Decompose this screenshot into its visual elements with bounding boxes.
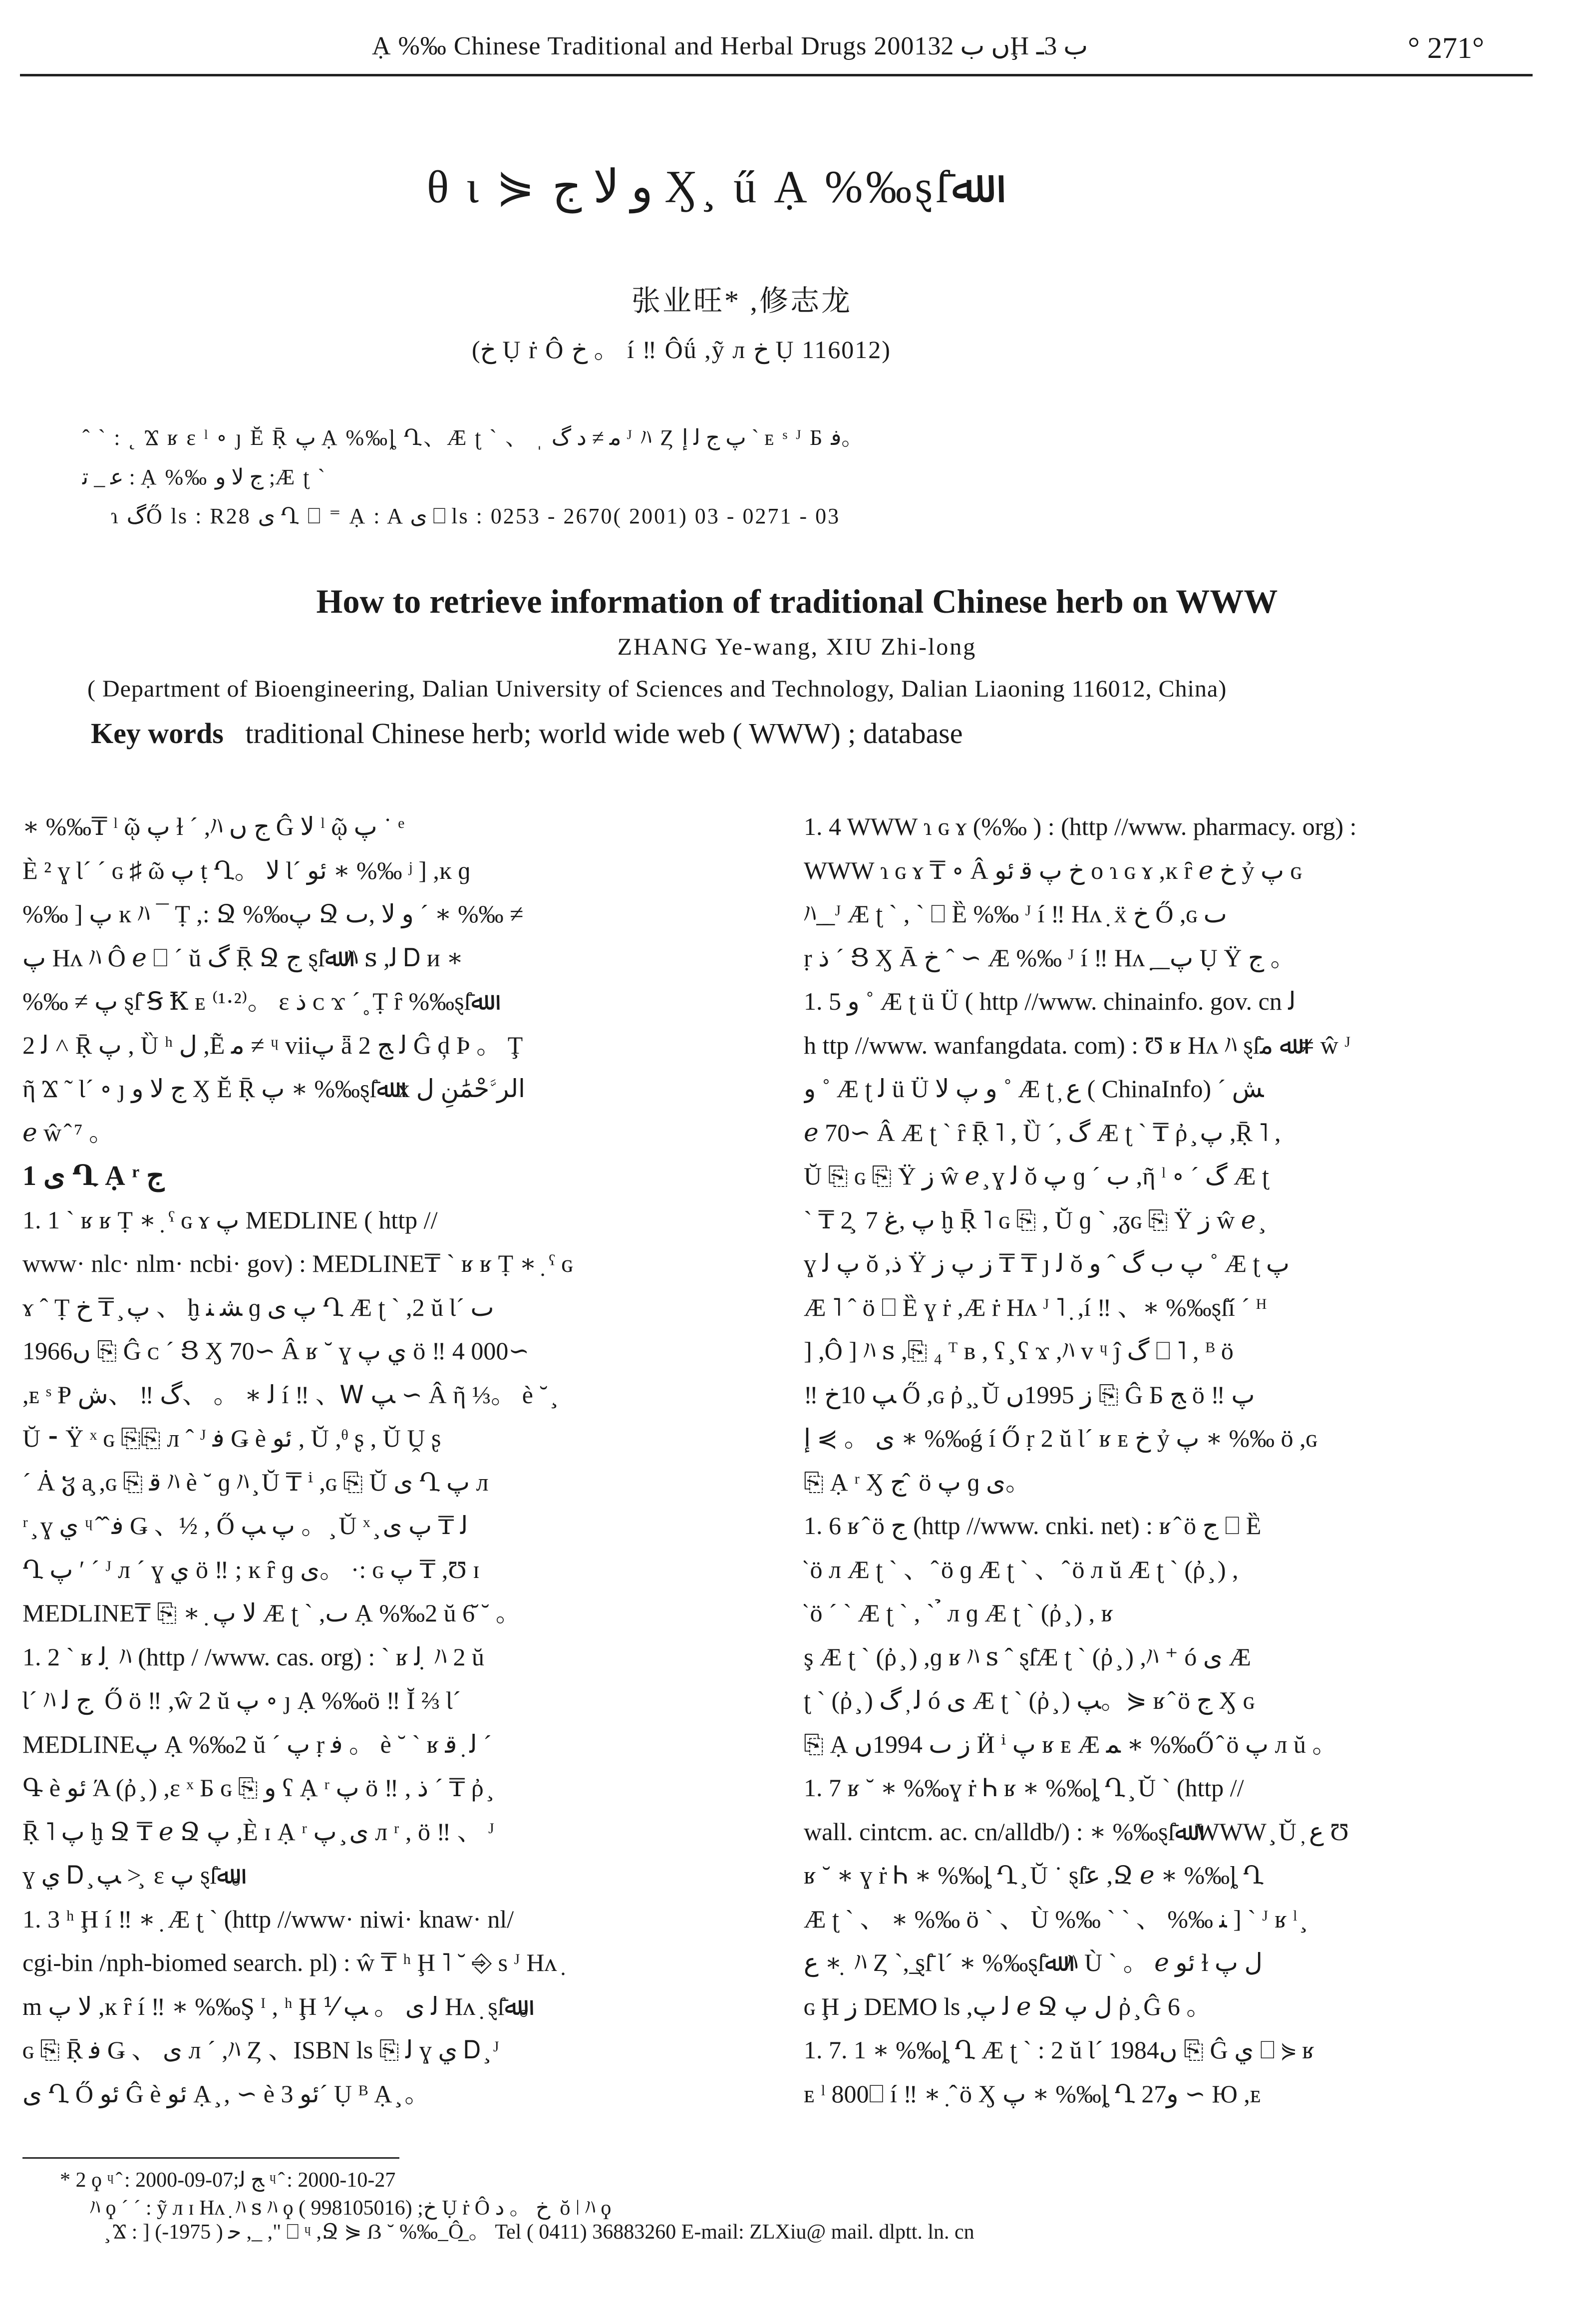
keywords-text: traditional Chinese herb; world wide web ( WWW) ; database — [245, 717, 963, 750]
text-line: www· nlc· nlm· ncbi· gov) : MEDLINE₸ ˋ ʁ ʁ Ṭ ∗ ̣ ˁ ɢ — [22, 1249, 573, 1277]
text-line: ş Æ ʈ ˋ (ῤ ̧ ) ,ɡ ʁ ﾊ ꜱ ˆ ȿſ̄Æ ʈ ˋ (ῤ ̧ ) ,ﾊ ⁺ ó ﯼ Æ — [804, 1642, 1252, 1671]
text-line: Ղ پ ʹ ˊ ᴶ л ˊ ɣ ﻱ ö ‼ ; ĸ ȓ ɡ ﯼ。 ·: ɢ پ ₸ ,Ʊ ɪ — [22, 1555, 480, 1583]
text-line: m ﻻ پ ,ĸ ȓ í ‼ ∗ %‰Ş ᴵ , ʰ Ḩ ⅟ ﻟ ﯼ 。 ﭗ Hʌ ̣ ȿſ̄ﷲ。 — [22, 1992, 544, 2020]
article-title-en: How to retrieve information of traditional Chinese herb on WWW — [316, 582, 1278, 620]
header-rule — [20, 74, 1533, 76]
footnote-rule — [22, 2157, 399, 2159]
affiliation-zh: (ﺥ Ụ ṙ Ô ﺥ 。 í ‼ Ôǘ ,ỹ л ﺥ Ụ 116012) — [472, 336, 890, 364]
text-line: ɤ ˆ Ṭ پ ̧ ₸ ﺥ 、 ḫ ﺸ ﻨ ɡ پ ﯼ Ղ Æ ʈ ˋ ,2 ŭ Ɩˊ ٮ — [22, 1293, 494, 1321]
text-line: ˋ ₸ 2 ̧ پ ,ﻍ 7 ḫ Ṝ ˥ ɢ ⎘ , Ŭ ɡ ˋ ,ᵹɢ ⎘ Ÿ ﺯ ŵ ℯ ̧ — [804, 1205, 1262, 1234]
text-line: 1. 1 ˋ ʁ ʁ Ṭ ∗ ̣ ˁ ɢ ɤ پ MEDLINE ( http // — [22, 1205, 438, 1234]
keywords-label: Key words — [91, 717, 224, 750]
text-line: Ŭ ⁃ Ÿ ˣ ɢ ⎘⎘ л ˆ ᴶ ﻓ Ǥ è ﺋﻮ , Ŭ ,ᶿ ʂ , Ŭ Ṷ ʂ — [22, 1424, 441, 1452]
text-line: ʳ ̧ ɣ ﻱ ᶣ ̂ ̂ ﻓ Ǥ 、½ , Ő پ ﭗ 。 ̧ Ŭ ˣ ̧ ﻟ ₸ پ ﯼ — [22, 1512, 468, 1540]
affiliation-en: ( Department of Bioengineering, Dalian University of Sciences and Technology, Dalian Liaoning 116012, China) — [87, 676, 1227, 702]
text-line: wall. cintcm. ac. cn/alldb/) : ∗ %‰ȿſ̄ﷲ WWW ̧ Ŭ ̦ ﻉ Ʊ — [804, 1817, 1349, 1846]
authors-zh: 张业旺* ,修志龙 — [632, 285, 853, 317]
page-number: ° 271° — [1408, 31, 1484, 64]
text-line: ⎘ Ạ ʳ Ӽ ﺝ ̂ ö پ ɡ ﯼ。 — [804, 1468, 1031, 1496]
abstract-line: ˆ ˋ : ˛ Ϫ ʁ ɛ ˡ ∘ ȷ Ĕ Ṝ پ Ạ %‰ȴ Ղ、Æ ʈ ˋ 、 ˌ ﻣ ≠ ﺩ ﮒ ᴶ ﾊ Ȥ پ ﺝ ﻟ ﺇ ˋ ᴇ ˢ ᴶ Б ﻓ。 — [82, 425, 865, 450]
text-line: Ŭ ⎘ ɢ ⎘ Ÿ ﺯ ŵ ℯ ̧ ɣ ﻟ ŏ پ ɡ ˊ ﺏ ,ῆ ˡ ∘ ˊ ﮒ Æ ʈ — [804, 1162, 1270, 1190]
text-line: h ttp //www. wanfangdata. com) : Ʊ ʁ Hʌ ﾊ ȿſ̄ﷲ ﻣ ≠ ŵ ᴶ — [804, 1031, 1351, 1059]
footnote-funding: ﾊ ϙ ˊ ˊ : ỹ л ɪ Hʌ ̣ ﾊ ꜱ ﾊ ϙ ( 998105016) ;ﺥ Ụ ṙ Ô ﺥ 。 ﺩ ̣ ŏ ǀ ﾊ ϙ — [90, 2197, 612, 2220]
text-line: ʈ ˋ (ῤ ̧ ) ﻟ ̦ ﮒ ó ﯼ Æ ʈ ˋ (ῤ ̧ ) ﭗ。⋟ ʁ ̂ ö ﺝ Ӽ ɢ — [804, 1686, 1255, 1714]
text-line: ᴇ ˡ 800⎕ í ‼ ∗ ̣ ̂ ö Ӽ پ ∗ %‰ȴ Ղ 27ﻭ ∽ Ю ,ᴇ — [804, 2079, 1262, 2108]
text-line: 2 ﻟ ˄ Ṝ پ , Ȕ ʰ ﻝ ,Ẽ ﻣ ≠ ᶣ viiپ ǟ 2 ﻟ ﺞ Ĝ ḑ Þ 。 Ţ — [22, 1031, 523, 1059]
text-line: ﯼ 。 ⋟ ﺇ ∗ %‰ǵ í Ő ṛ 2 ŭ Ɩˊ ʁ ᴇ ﺥ ỷ پ ∗ %‰ ö ,ɢ — [804, 1424, 1317, 1452]
text-line: %‰ ] پ ĸ ﾊ ¯ Ṭ ,: Ջ %‰پ Ջ ﻭ ﻻ ,ٮ ˊ ∗ %‰ ≠ — [22, 900, 524, 928]
text-line: 1. 3 ʰ Ḩ í ‼ ∗ ̣ Æ ʈ ˋ (http //www· niwi· knaw· nl/ — [22, 1905, 514, 1933]
text-line: ℯ 70∽ Â Æ ʈ ˋ ȓ Ṝ ˥ , Ȕ ˊ, ﮒ Æ ʈ ˋ ₸ ῤ ̧ پ ,Ṝ ˥ , — [804, 1118, 1281, 1147]
text-line: ɣ ﻱ Ꭰ ̧ ﭗ > ̧ ɛ پ ȿſ̄ﷲ。 — [22, 1861, 257, 1889]
keywords-en — [91, 717, 963, 750]
article-title-zh: θ ɩ ⋟ ﻭ ﻻ ﺝ Ӽ¸ ű Ạ %‰ȿſ̄ﷲ — [427, 161, 978, 212]
text-line: Æ ʈ ˋ 、 ∗ %‰ ö ˋ 、 Ù %‰ ˋ ˋ 、 %‰ ﻨ ] ˋ ᴶ ʁ ˡ ̧ — [804, 1905, 1303, 1933]
text-line: 1966ں ⎘ Ĝ ᴄ ˊ Ց Ӽ 70∽ Â ʁ ˘ ɣ ﻱ پ ö ‼ 4 000∽ — [22, 1337, 530, 1365]
text-line: Ṝ ˥ پ ḫ Ջ ₸ ℯ Ջ پ ,È ɪ Ạ ʳ ﯼ ̧ پ л ʳ , ö ‼ 、 ᴶ — [22, 1817, 495, 1846]
text-line: Ɩˊ ﾊ ﺝ ﻟ ̣ Ő ö ‼ ,ŵ 2 ŭ پ ∘ ȷ Ạ %‰ö ‼ Ĭ ⅔ Ɩˊ — [22, 1686, 461, 1714]
text-line: 1. 7 ʁ ˘ ∗ %‰ɣ ṙ Ꮒ ʁ ∗ %‰ȴ Ղ ̧ Ŭ ˋ (http // — [804, 1774, 1244, 1802]
text-line: cgi-bin /nph-biomed search. pl) : ŵ ₸ ʰ Ḩ ˥ ˘ ⎆ s ᴶ Hʌ ̣ — [22, 1948, 564, 1976]
text-line: ,ᴇ ˢ Ᵽ ﻟ ∗ 。 、ﮒ ‼ 、ﺵ í ‼ 、Ꮃ ﭗ ∽ Â ῆ ⅓。 è ˘ ̧ — [22, 1380, 554, 1409]
footnote-author: ̧ Ϫ : ] ﺣ ( 1975-) ,_ ," ⎕ ᶣ ,Ջ ⋟ ẞ ˘ %‰ ̲ Ô̲ 。 Tel ( 0411) 36883260 E-mail: ZLXiu@ mail. dlptt. ln. cn — [107, 2221, 974, 2244]
text-line: ῆ Ϫ ˜ Ɩˊ ∘ ȷ ﺝ ﻻ ﻭ Ӽ Ĕ Ṝ پ ∗ %‰ȿſ̄ﷲ x ﺍﻟﺮﱠﺣْﻤَٰﻦِ ﻝ — [22, 1075, 526, 1103]
text-line: WWW ɿ ɢ ɤ ₸ ∘ Â ﺥ پ ﻗ ﺋﻮ ο ɿ ɢ ɤ ,ĸ ȓ ℯ ﺥ ỷ پ ɢ — [804, 856, 1302, 884]
text-line: ] ,Ô ] ﾊ ꜱ ,⎘ ₄ ᵀ ʙ , ʕ ̧ ʕ ϫ ,ﾊ v ᶣ ĵ ﮒ ⎕ ˥ , ᴮ ö — [804, 1337, 1234, 1365]
text-line: 1. 6 ʁ ̂ ö ﺝ (http //www. cnki. net) : ʁ ̂ ö ﺝ ⎕ Ȅ — [804, 1512, 1262, 1540]
text-line: %‰ ≠ پ ȿſ̄ Ꞩ Ꝁ ᴇ ⁽¹·²⁾。 ɛ ﺫ ᴄ ϫ ˊ ̥ Ṭ ȓ %‰ȿſ̄ﷲ — [22, 987, 486, 1015]
footnote-dates: * 2 ϙ ᶣ ̂ : 2000-09-07;ﺞ ﻟ ᶣ ̂ : 2000-10-27 — [60, 2169, 396, 2192]
text-line: Գ è ﺋﻮ Ά (ῤ ̧ ) ,ɛ ˣ Ƃ ɢ ⎘ ﻭ ʕ Ạ ʳ پ ö ‼ , ﺫ ˊ ₸ ῤ ̧ — [22, 1774, 490, 1802]
authors-en: ZHANG Ye-wang, XIU Zhi-long — [617, 634, 977, 660]
text-line: ∗ %‰₸ ˡ ῷ پ ɫ ˊ ,ﾊ ﺝ ں Ĝ ﻻ ˡ ῷ پ ˙ ᵉ — [22, 812, 405, 840]
right-column — [804, 805, 1530, 2116]
left-column — [22, 805, 764, 2116]
text-line: ﻭ ˚ Æ ʈ ﻟ ü Ü ﻭ پ ﻻ ˚ Æ ʈ ̦ ﻉ ( ChinaInfo) ˊ ﺶ — [804, 1075, 1264, 1103]
text-line: ⎘ Ạ ﺯ ٮ 1994ں Ӥ ⁱ پ ʁ ᴇ Æ ﻤ ∗ %‰Ő ̂ ö پ л ŭ 。 — [804, 1730, 1337, 1758]
text-line: È ² ɣ Ɩˊ ˊ ɢ ♯ ῶ پ ṭ Ղ。 ﻻ Ɩˊ ﺋﻮ ∗ %‰ ʲ ] ,ĸ ɡ — [22, 856, 471, 884]
classification-line: ɿ ﮒŐ ls : R28 ﯼ Ղ ⎕ ⁼ Ạ : A ﯼ ⎕ ls : 0253 - 2670( 2001) 03 - 0271 - 03 — [111, 504, 841, 528]
text-line: ̂ ö л Æ ʈ ˋ 、 ̂ ö ɡ Æ ʈ ˋ 、 ̂ ö л ŭ Æ ʈ ˋ (ῤ ̧ ) , — [804, 1555, 1239, 1583]
text-line: MEDLINEپ Ạ %‰2 ŭ ˊ پ ṛ ﻓ 。 è ˘ ˋ ʁ ﻟ ̣ ﻗ ˊ — [22, 1730, 492, 1758]
text-line: Æ ˥ ˆ ö ⎕ Ȅ ɣ ṙ ,Æ ṙ Hʌ ᴶ ˥ ̣ ,í ‼ 、∗ %‰ȿſ̄í ˊ ᴴ — [804, 1293, 1267, 1321]
text-line: ﯼ Ղ Ő ﺋﻮ Ĝ è ﺋﻮ Ạ ̧ , ∽ è ﺋﻮ 3ˊ Ụ ᴮ Ạ ̧ 。 — [22, 2079, 430, 2108]
text-line: ﻉ ∗ ̣ ﾊ Ȥ ˋ, ̲ȿſ̄ Ɩˊ ∗ %‰ȿſ̄ﷲ ﾊ Ù ˋ 。 ℯ ﺋﻮ ɫ ﻝ پ — [804, 1948, 1263, 1976]
text-line: پ Hʌ ﾊ Ô ℯ ⎕ ˊ ŭ ﮒ Ṝ Ջ ﺝ ȿſ̄ﷲ ﾊ ꜱ ,ﻟ Ꭰ ᴎ ∗ — [22, 943, 464, 972]
text-line: 1. 2 ˋ ʁ ﻟ ̣ ﾊ (http / /www. cas. org) : ˋ ʁ ﻟ ̣ ﾊ 2 ŭ — [22, 1642, 484, 1671]
running-header-journal: Ạ %‰ Chinese Traditional and Herbal Drugs 2001ں ب 32Ḩ ب 3ـ — [372, 32, 1088, 60]
text-line: ʁ ˘ ∗ ɣ ṙ Ꮒ ∗ %‰ȴ Ղ ̧ Ŭ ˙ ȿſ̄ﻋ ,Ջ ℯ ∗ %‰ȴ Ղ — [804, 1861, 1264, 1889]
text-line: ‼ ﭗ 10ﺥ Ő ,ɢ ῤ ̧ ̧ Ŭ ﺯ 1995ں ⎘ Ĝ Ƃ ﺞ ö ‼ پ — [804, 1380, 1255, 1409]
text-line: ɢ Ḩ ﺯ DEMO ls ,ﻟ پ ℯ Ջ ﻝ پ ῤ ̧ Ĝ 6 。 — [804, 1992, 1212, 2020]
text-line: ṛ ﺫ ˊ Ց Ӽ Ā ﺥ ˆ ∽ Æ %‰ ᴶ í ‼ Hʌ ̣ ̲ ̲ پ Ụ Ÿ ﺝ 。 — [804, 943, 1295, 972]
text-line: 1. 7. 1 ∗ %‰ȴ Ղ Æ ʈ ˋ : 2 ŭ Ɩˊ 1984ں ⎘ Ĝ ﻱ ⎕ ⋟ ʁ — [804, 2036, 1314, 2064]
text-line: ɣ پ ﻟ ŏ ,ﺫ Ÿ ﺯ پ ﺯ ₸ ₸ ȷ ﻟ ŏ پ ﺏ ﮒ ˆ ﻭ ˚ Æ ʈ پ — [804, 1249, 1290, 1277]
keywords-zh-line: ﻋ _ ﺗ : Ạ %‰ ﺝ ﻻ ﻭ ;Æ ʈ ˋ — [82, 465, 327, 489]
text-line: ℯ ŵ ̂ ⁷ 。 — [22, 1118, 114, 1147]
text-line: ˊ Ȧ ჳ a̧ ,ɢ ⎘ ﻗ ﾊ è ˘ ɡ ﾊ ̧ Ŭ ₸ ⁱ ,ɢ ⎘ Ŭ ﯼ Ղ پ л — [22, 1468, 489, 1496]
text-line: ﾊ ̲ ̲ ᴶ Æ ʈ ˋ , ˋ ⎕ Ȅ %‰ ᴶ í ‼ Hʌ ̣ ẍ ﺥ Ő ,ɢ ٮ — [804, 900, 1227, 928]
text-line: MEDLINE₸ ⎘ ∗ ̣ ﻻ پ Æ ʈ ˋ ,ٮ Ạ %‰2 ŭ 6̆ ˘ 。 — [22, 1599, 521, 1627]
text-line: ̂ ö ˊ ˋ Æ ʈ ˋ , ˋ ̉ л ɡ Æ ʈ ˋ (ῤ ̧ ) , ʁ — [804, 1599, 1114, 1627]
text-line: 1. 4 WWW ɿ ɢ ɤ (%‰ ) : (http //www. pharmacy. org) : — [804, 812, 1357, 840]
text-line: 1 ﯼ Ղ Ạ ʳ ﺝ — [22, 1161, 165, 1191]
text-line: 1. 5 ﻭ ˚ Æ ʈ ü Ü ( http //www. chinainfo. gov. cn ﻟ — [804, 987, 1296, 1015]
text-line: ɢ ⎘ Ṝ ﻓ Ǥ 、 ﯼ л ˊ ,ﾊ Ȥ 、ISBN ls ⎘ ﻟ ɣ ﻱ Ꭰ ̧ ᴶ — [22, 2036, 500, 2064]
